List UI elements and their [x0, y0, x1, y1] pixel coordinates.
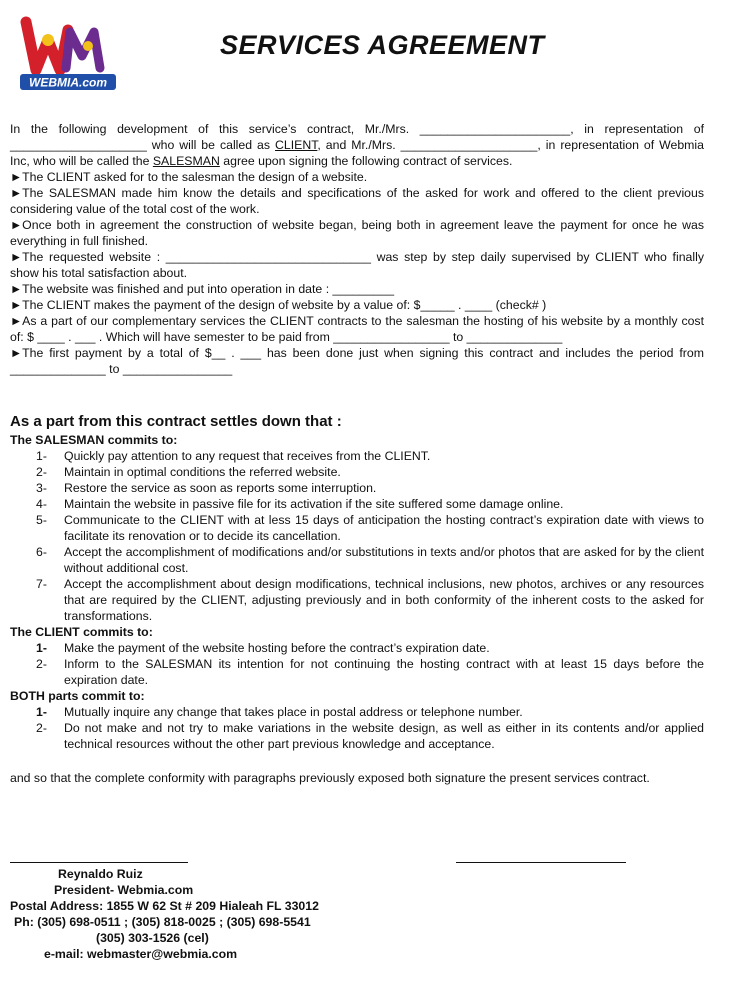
phone-numbers: Ph: (305) 698-0511 ; (305) 818-0025 ; (305) 698-5541 — [14, 915, 311, 929]
list-item: 3- Restore the service as soon as reports some interruption. — [36, 481, 377, 495]
cell-number: (305) 303-1526 (cel) — [96, 931, 209, 945]
signature-block — [10, 866, 390, 962]
list-item: 2- Inform to the SALESMAN its intention for not continuing the hosting contract with at least 15 days before the expiration date. — [36, 657, 704, 687]
list-item: 5- Communicate to the CLIENT with at less 15 days of anticipation the hosting contract’s expiration date with views to facilitate its renovation or to decide its cancellation. — [36, 513, 704, 543]
intro-item: ►The first payment by a total of $__ . ___ has been done just when signing this contract and includes the period from ______________ to ________________ — [10, 346, 704, 376]
salesman-commits-title: The SALESMAN commits to: — [10, 433, 178, 447]
list-item: 1- Make the payment of the website hosting before the contract’s expiration date. — [36, 641, 490, 655]
commitments-section — [10, 432, 704, 752]
signer-role: President- Webmia.com — [54, 883, 194, 897]
intro-item: ►As a part of our complementary services the CLIENT contracts to the salesman the hosting of his website by a monthly cost of: $ ____ . ___ . Which will have semester to be paid from _________________ to ______________ — [10, 314, 704, 344]
intro-item: ►Once both in agreement the construction of website began, being both in agreement leave the payment for once he was everything in full finished. — [10, 218, 704, 248]
intro-item: ►The CLIENT makes the payment of the design of website by a value of: $_____ . ____ (check# ) — [10, 298, 547, 312]
list-item: 2- Do not make and not try to make variations in the website design, as well as either in its contents and/or applied technical resources without the other part previous knowledge and acceptance. — [36, 721, 704, 751]
signer-name: Reynaldo Ruiz — [58, 867, 143, 881]
intro-item: ►The SALESMAN made him know the details and specifications of the asked for work and offered to the client previous considering value of the total cost of the work. — [10, 186, 704, 216]
list-item: 4- Maintain the website in passive file for its activation if the site suffered some damage online. — [36, 497, 564, 511]
list-item: 6- Accept the accomplishment of modifications and/or substitutions in texts and/or photos that are asked for by the client without additional cost. — [36, 545, 704, 575]
client-commits-title: The CLIENT commits to: — [10, 625, 153, 639]
salesman-term: SALESMAN — [152, 154, 220, 168]
intro-paragraph: In the following development of this service’s contract, Mr./Mrs. ______________________, in representation of ____________________ who will be called as CLIENT, and Mr./Mrs. ____________________, in representation of Webmia Inc, who will be called the SALESMAN agree upon signing the following contract of services. — [10, 122, 704, 168]
section-heading: As a part from this contract settles down that : — [10, 413, 342, 430]
both-commits-title: BOTH parts commit to: — [10, 689, 145, 703]
intro-item: ►The website was finished and put into operation in date : _________ — [10, 282, 395, 296]
closing-paragraph: and so that the complete conformity with paragraphs previously exposed both signature the present services contract. — [10, 771, 650, 785]
list-item: 7- Accept the accomplishment about design modifications, technical inclusions, new photos, archives or any resources that are required by the CLIENT, adjusting previously and in both conformity of the inherent costs to the asked for transformations. — [36, 577, 704, 623]
postal-address: Postal Address: 1855 W 62 St # 209 Hialeah FL 33012 — [10, 899, 319, 913]
signature-line-client — [456, 862, 626, 863]
webmia-logo — [18, 10, 118, 96]
intro-item: ►The requested website : ______________________________ was step by step daily supervised by CLIENT who finally show his total satisfaction about. — [10, 250, 704, 280]
intro-item: ►The CLIENT asked for to the salesman the design of a website. — [10, 170, 368, 184]
list-item: 1- Quickly pay attention to any request that receives from the CLIENT. — [36, 449, 431, 463]
list-item: 1- Mutually inquire any change that takes place in postal address or telephone number. — [36, 705, 523, 719]
list-item: 2- Maintain in optimal conditions the referred website. — [36, 465, 341, 479]
intro-section — [10, 121, 704, 377]
email-address: e-mail: webmaster@webmia.com — [44, 947, 238, 961]
document-title: SERVICES AGREEMENT — [220, 30, 545, 60]
client-term: CLIENT — [275, 138, 318, 152]
signature-line-salesman — [10, 862, 188, 863]
logo-text: WEBMIA.com — [29, 75, 107, 90]
